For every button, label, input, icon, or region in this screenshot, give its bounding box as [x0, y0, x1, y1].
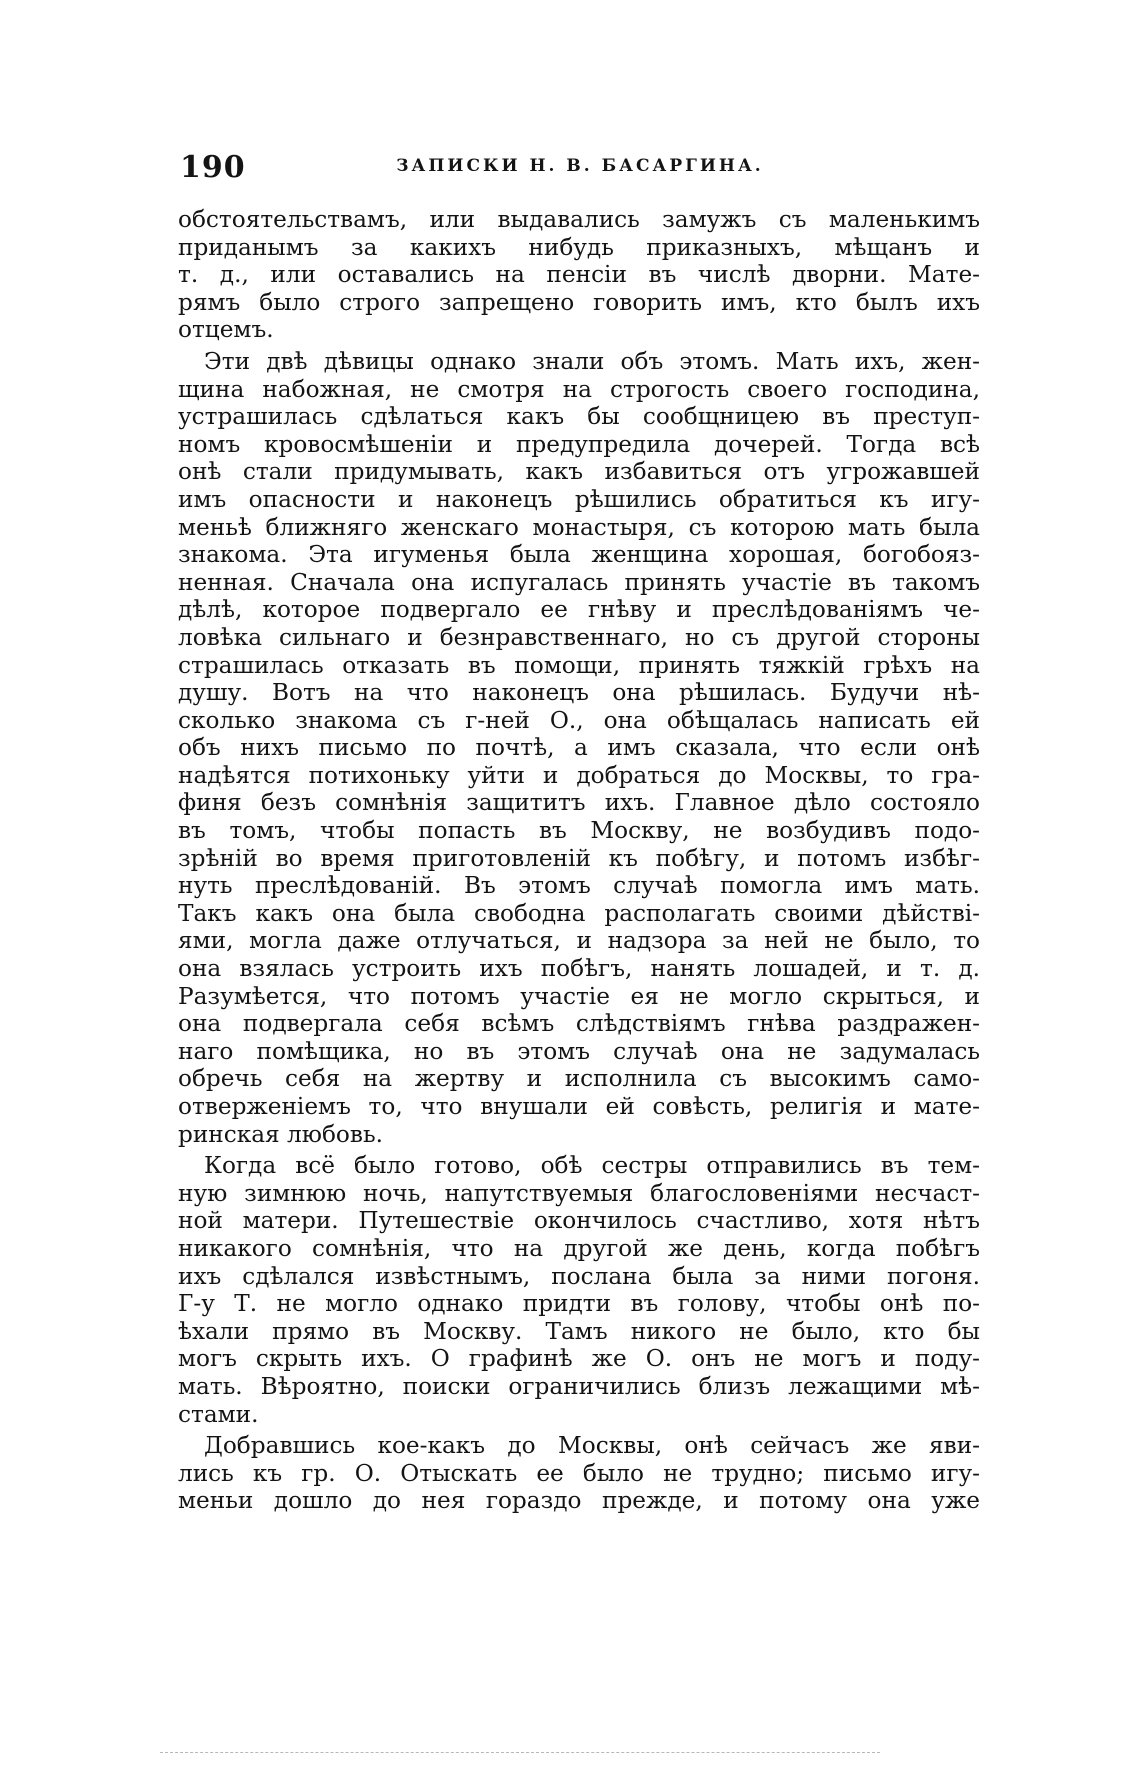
text-line: сколько знакома съ г-ней О., она обѣщалась написать ей: [178, 706, 980, 734]
text-line: финя безъ сомнѣнія защититъ ихъ. Главное дѣло состояло: [178, 789, 980, 817]
text-line: обстоятельствамъ, или выдавались замужъ съ маленькимъ: [178, 206, 980, 233]
text-line: обречь себя на жертву и исполнила съ высокимъ само-: [178, 1065, 980, 1093]
text-line: стами.: [178, 1400, 259, 1428]
paragraph: [178, 1152, 980, 1428]
text-line: меньѣ ближняго женскаго монастыря, съ которою мать была: [178, 513, 980, 541]
page-number: 190: [180, 150, 246, 185]
text-line: щина набожная, не смотря на строгость своего господина,: [178, 375, 980, 403]
page-bottom-edge: [160, 1752, 880, 1753]
body-text: [178, 206, 980, 1515]
text-line: никакого сомнѣнія, что на другой же день, когда побѣгъ: [178, 1234, 980, 1262]
text-line: наго помѣщика, но въ этомъ случаѣ она не задумалась: [178, 1037, 980, 1065]
text-line: нуть преслѣдованій. Въ этомъ случаѣ помогла имъ мать.: [178, 872, 980, 900]
text-line: надѣятся потихоньку уйти и добраться до Москвы, то гра-: [178, 761, 980, 789]
text-line: Эти двѣ дѣвицы однако знали объ этомъ. Мать ихъ, жен-: [204, 347, 980, 375]
text-line: лись къ гр. О. Отыскать ее было не трудно; письмо игу-: [178, 1459, 980, 1487]
text-line: зрѣній во время приготовленій къ побѣгу, и потомъ избѣг-: [178, 844, 980, 872]
text-line: ную зимнюю ночь, напутствуемыя благословеніями несчаст-: [178, 1179, 980, 1207]
text-line: Добравшись кое-какъ до Москвы, онѣ сейчасъ же яви-: [204, 1432, 980, 1460]
text-line: онѣ стали придумывать, какъ избавиться отъ угрожавшей: [178, 458, 980, 486]
paragraph: [178, 1432, 980, 1515]
text-line: устрашилась сдѣлаться какъ бы сообщницею въ преступ-: [178, 403, 980, 431]
text-line: отцемъ.: [178, 316, 274, 344]
text-line: меньи дошло до нея гораздо прежде, и потому она уже: [178, 1487, 980, 1515]
page-header: [180, 150, 980, 186]
text-line: ной матери. Путешествіе окончилось счастливо, хотя нѣтъ: [178, 1207, 980, 1235]
text-line: ихъ сдѣлался извѣстнымъ, послана была за ними погоня.: [178, 1262, 980, 1290]
text-line: ловѣка сильнаго и безнравственнаго, но съ другой стороны: [178, 623, 980, 651]
text-line: ненная. Сначала она испугалась принять участіе въ такомъ: [178, 568, 980, 596]
text-line: номъ кровосмѣшеніи и предупредила дочерей. Тогда всѣ: [178, 430, 980, 458]
text-line: объ нихъ письмо по почтѣ, а имъ сказала, что если онѣ: [178, 734, 980, 762]
text-line: ѣхали прямо въ Москву. Тамъ никого не было, кто бы: [178, 1317, 980, 1345]
text-line: мать. Вѣроятно, поиски ограничились близъ лежащими мѣ-: [178, 1372, 980, 1400]
text-line: она подвергала себя всѣмъ слѣдствіямъ гнѣва раздражен-: [178, 1010, 980, 1038]
running-title: ЗАПИСКИ Н. В. БАСАРГИНА.: [396, 156, 764, 176]
text-line: имъ опасности и наконецъ рѣшились обратиться къ игу-: [178, 485, 980, 513]
text-line: ями, могла даже отлучаться, и надзора за ней не было, то: [178, 927, 980, 955]
text-line: Г-у Т. не могло однако придти въ голову, чтобы онѣ по-: [178, 1290, 980, 1318]
text-line: дѣлѣ, которое подвергало ее гнѣву и преслѣдованіямъ че-: [178, 596, 980, 624]
text-line: т. д., или оставались на пенсіи въ числѣ дворни. Мате-: [178, 261, 980, 289]
text-line: отверженіемъ то, что внушали ей совѣсть, религія и мате-: [178, 1093, 980, 1120]
text-line: приданымъ за какихъ нибудь приказныхъ, мѣщанъ и: [178, 233, 980, 261]
text-line: Разумѣется, что потомъ участіе ея не могло скрыться, и: [178, 982, 980, 1010]
text-line: въ томъ, чтобы попасть въ Москву, не возбудивъ подо-: [178, 817, 980, 845]
paragraph: [178, 348, 980, 1148]
text-line: страшилась отказать въ помощи, принять тяжкій грѣхъ на: [178, 651, 980, 679]
text-line: Такъ какъ она была свободна располагать своими дѣйствi-: [178, 899, 980, 927]
text-line: душу. Вотъ на что наконецъ она рѣшилась. Будучи нѣ-: [178, 679, 980, 707]
text-line: рямъ было строго запрещено говорить имъ, кто былъ ихъ: [178, 288, 980, 316]
paragraph: [178, 206, 980, 344]
text-line: она взялась устроить ихъ побѣгъ, нанять лошадей, и т. д.: [178, 955, 980, 983]
text-line: знакома. Эта игуменья была женщина хорошая, богобояз-: [178, 541, 980, 569]
text-line: могъ скрыть ихъ. О графинѣ же О. онъ не могъ и поду-: [178, 1345, 980, 1373]
text-line: Когда всё было готово, обѣ сестры отправились въ тем-: [204, 1152, 980, 1180]
text-line: ринская любовь.: [178, 1120, 383, 1148]
